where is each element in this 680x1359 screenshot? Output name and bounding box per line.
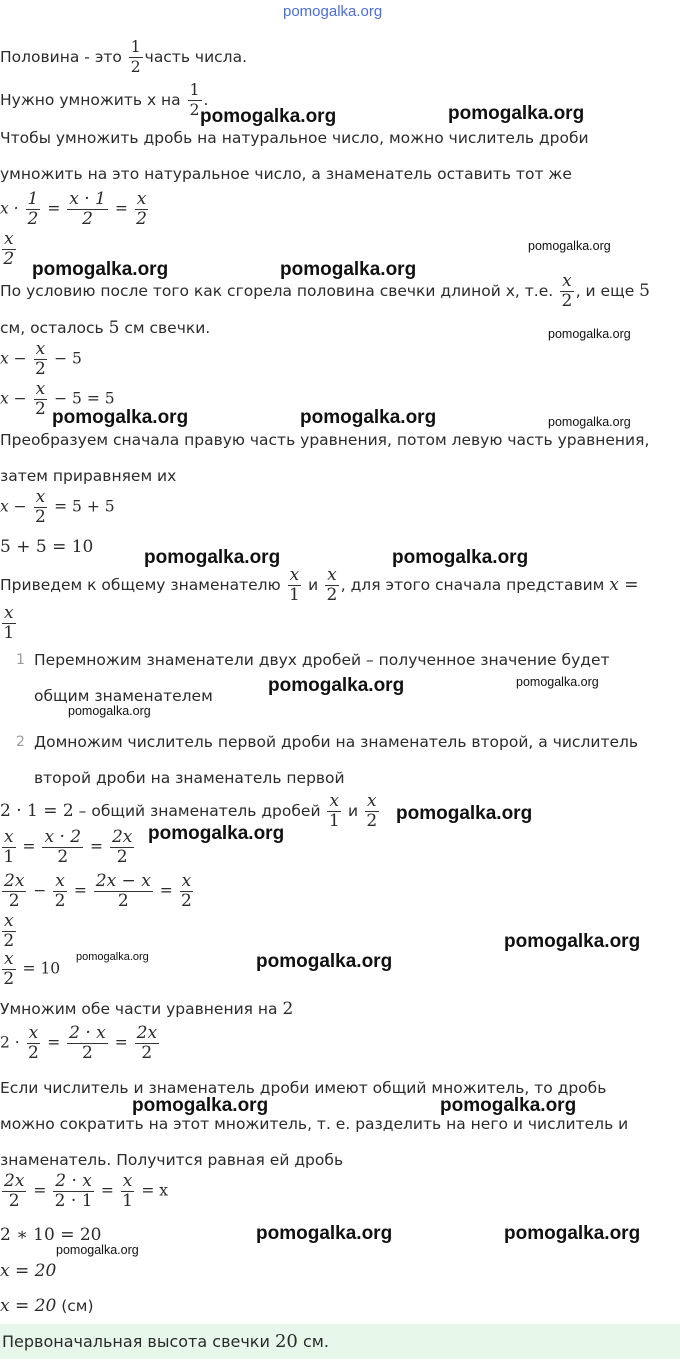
list-number: 1 [16, 652, 25, 668]
equation: $\frac{x}{2}$ = 10 [3, 949, 61, 989]
watermark: pomogalka.org [256, 1223, 393, 1244]
equation: 2 · $\frac{x}{2}$ = $\frac{2 \cdot x}{2}$ = $\frac{2x}{2}$ [0, 1023, 158, 1063]
equation: x − $\frac{x}{2}$ − 5 [0, 339, 82, 379]
text-line: Умножим обе части уравнения на 2 [0, 999, 294, 1019]
header-link[interactable]: pomogalka.org [283, 3, 383, 20]
watermark: pomogalka.org [144, 547, 281, 568]
watermark: pomogalka.org [200, 106, 337, 127]
equation: x = 20 [0, 1261, 57, 1281]
answer-text: Первоначальная высота свечки 20 см. [2, 1331, 329, 1352]
fraction: $\frac{1}{2}$ [189, 81, 200, 119]
text-line: затем приравняем их [0, 467, 177, 485]
text-line: Преобразуем сначала правую часть уравнения, потом левую часть уравнения, [0, 431, 650, 449]
equation: $\frac{2x}{2}$ = $\frac{2 \cdot x}{2 \cdot 1}$ = $\frac{x}{1}$ = x [4, 1171, 168, 1211]
watermark: pomogalka.org [392, 547, 529, 568]
text-line: Если числитель и знаменатель дроби имеют общий множитель, то дробь [0, 1079, 607, 1097]
equation: $\frac{x}{1}$ [3, 603, 15, 643]
watermark: pomogalka.org [504, 1223, 641, 1244]
list-item: Перемножим знаменатели двух дробей – полученное значение будет [34, 651, 610, 669]
watermark: pomogalka.org [52, 407, 189, 428]
equation: x = 20 (см) [0, 1296, 94, 1316]
list-number: 2 [16, 734, 25, 750]
watermark: pomogalka.org [268, 675, 405, 696]
watermark: pomogalka.org [256, 951, 393, 972]
text: Нужно умножить x на [0, 91, 181, 109]
text-line: 2 · 1 = 2 – общий знаменатель дробей $\frac{x}{1}$ и $\frac{x}{2}$ [0, 791, 378, 831]
text-line: см, осталось 5 см свечки. [0, 318, 211, 338]
equation: x − $\frac{x}{2}$ − 5 = 5 [0, 379, 115, 419]
watermark: pomogalka.org [280, 259, 417, 280]
fraction: $\frac{1}{2}$ [130, 38, 141, 76]
watermark: pomogalka.org [148, 823, 285, 844]
text: Половина - это [0, 48, 122, 66]
list-item: Домножим числитель первой дроби на знаменатель второй, а числитель [34, 733, 639, 751]
watermark: pomogalka.org [516, 675, 599, 689]
text-line: знаменатель. Получится равная ей дробь [0, 1151, 344, 1169]
equation: $\frac{2x}{2}$ − $\frac{x}{2}$ = $\frac{2x - x}{2}$ = $\frac{x}{2}$ [4, 871, 192, 911]
watermark: pomogalka.org [76, 951, 149, 963]
watermark: pomogalka.org [504, 931, 641, 952]
watermark: pomogalka.org [440, 1095, 577, 1116]
list-item: второй дроби на знаменатель первой [34, 769, 345, 787]
equation: 2 ∗ 10 = 20 [0, 1225, 102, 1245]
answer-box [0, 1324, 680, 1359]
text-line: Приведем к общему знаменателю $\frac{x}{1}$ и $\frac{x}{2}$ , для этого сначала представим x = [0, 565, 639, 605]
text-line [0, 38, 247, 77]
list-item: общим знаменателем [34, 687, 213, 705]
equation: $\frac{x}{1}$ = $\frac{x \cdot 2}{2}$ = $\frac{2x}{2}$ [3, 827, 133, 867]
text-line: По условию после того как сгорела половина свечки длиной x, т.е. $\frac{x}{2}$ , и еще 5 [0, 271, 650, 311]
text-line: можно сократить на этот множитель, т. е. разделить на него и числитель и [0, 1115, 629, 1133]
watermark: pomogalka.org [132, 1095, 269, 1116]
text: часть числа. [144, 48, 248, 66]
equation: $\frac{x}{2}$ [3, 911, 15, 951]
watermark: pomogalka.org [528, 239, 611, 253]
watermark: pomogalka.org [56, 1243, 139, 1257]
watermark: pomogalka.org [32, 259, 169, 280]
watermark: pomogalka.org [68, 704, 151, 718]
equation: x · $\frac{1}{2}$ = $\frac{x \cdot 1}{2}$ = $\frac{x}{2}$ [0, 189, 147, 229]
watermark: pomogalka.org [548, 327, 631, 341]
text-line: Чтобы умножить дробь на натуральное число, можно числитель дроби [0, 129, 589, 147]
equation: x − $\frac{x}{2}$ = 5 + 5 [0, 487, 115, 527]
equation: $\frac{x}{2}$ [3, 229, 15, 269]
equation: 5 + 5 = 10 [0, 537, 94, 557]
text-line: Нужно умножить x на $\frac{1}{2}$ . [0, 81, 209, 119]
watermark: pomogalka.org [448, 103, 585, 124]
watermark: pomogalka.org [396, 803, 533, 824]
text-line: умножить на это натуральное число, а знаменатель оставить тот же [0, 165, 572, 183]
watermark: pomogalka.org [300, 407, 437, 428]
watermark: pomogalka.org [548, 415, 631, 429]
